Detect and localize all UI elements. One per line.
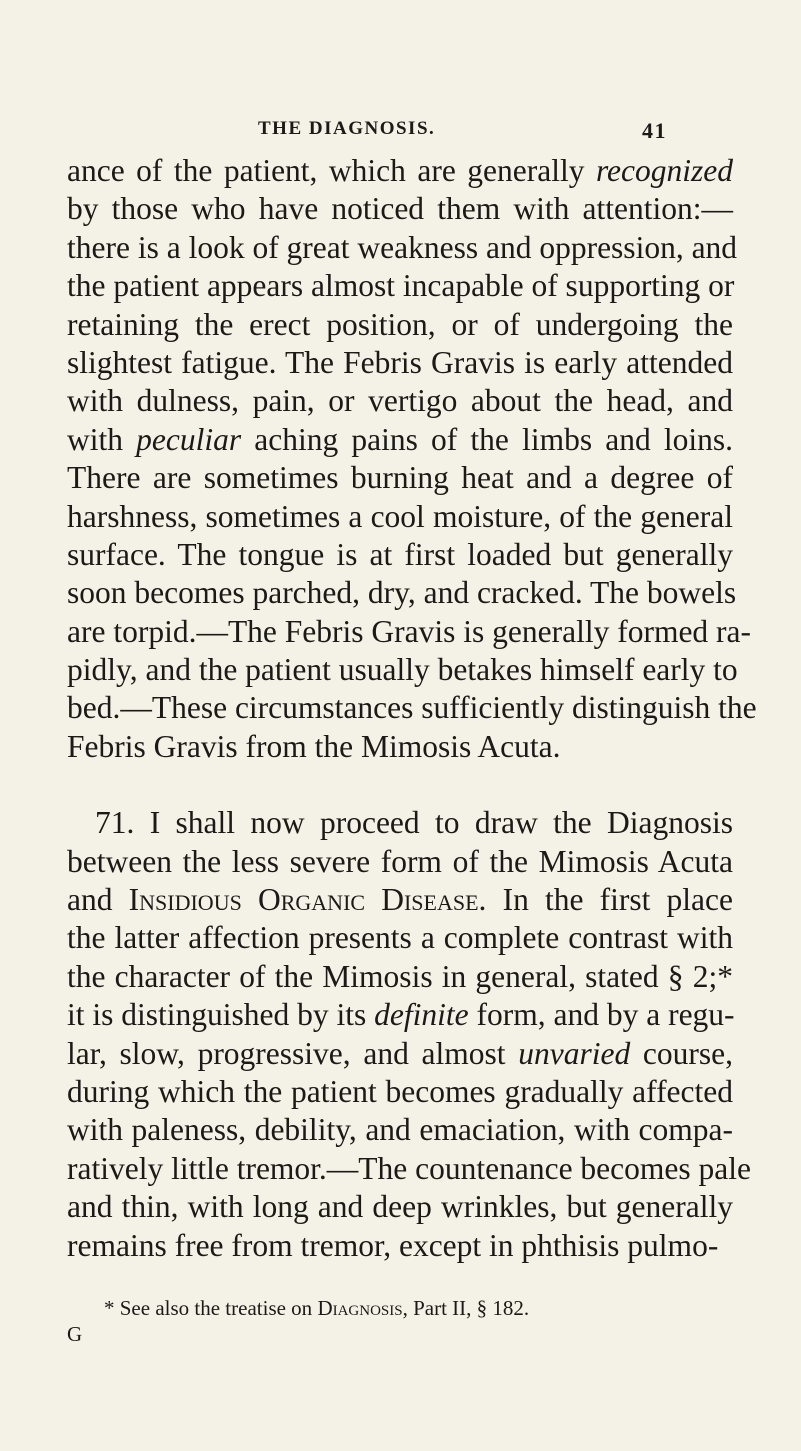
body-text bbox=[67, 152, 757, 1265]
text-line: 71. I shall now proceed to draw the Diagnosis bbox=[95, 805, 733, 841]
footnote-text: See also the treatise on bbox=[114, 1296, 318, 1320]
text-line: Febris Gravis from the Mimosis Acuta. bbox=[67, 728, 561, 764]
text-line: by those who have noticed them with attention:— bbox=[67, 191, 733, 227]
text-line: retaining the erect position, or of undergoing the bbox=[67, 306, 733, 342]
small-caps-text: Insidious Organic Disease bbox=[128, 882, 479, 918]
footnote-text: , Part II, § 182. bbox=[402, 1296, 530, 1320]
text-line: it is distinguished by its definite form, and by a regu- bbox=[67, 997, 735, 1033]
italic-text: peculiar bbox=[136, 421, 242, 457]
running-head bbox=[0, 118, 801, 148]
text-line: and thin, with long and deep wrinkles, but generally bbox=[67, 1189, 733, 1225]
text-line: slightest fatigue. The Febris Gravis is early attended bbox=[67, 344, 733, 380]
text-line: are torpid.—The Febris Gravis is generally formed ra- bbox=[67, 613, 752, 649]
paragraph-gap bbox=[67, 766, 733, 804]
footnote-marker: * bbox=[104, 1296, 115, 1320]
text-line: with paleness, debility, and emaciation, with compa- bbox=[67, 1112, 733, 1148]
italic-text: unvaried bbox=[518, 1035, 631, 1071]
text-line: with dulness, pain, or vertigo about the head, and bbox=[67, 383, 733, 419]
footnote-smallcaps: Diagnosis bbox=[317, 1296, 403, 1320]
footnote bbox=[104, 1296, 529, 1321]
text-line: the latter affection presents a complete contrast with bbox=[67, 920, 733, 956]
text-line: and Insidious Organic Disease. In the first place bbox=[67, 882, 733, 918]
text-line: the character of the Mimosis in general, stated § 2;* bbox=[67, 958, 733, 994]
text-line: surface. The tongue is at first loaded but generally bbox=[67, 536, 733, 572]
page-number: 41 bbox=[642, 118, 667, 143]
text-line: with peculiar aching pains of the limbs and loins. bbox=[67, 421, 733, 457]
text-line: the patient appears almost incapable of supporting or bbox=[67, 268, 735, 304]
signature-mark: G bbox=[67, 1322, 83, 1346]
text-line: lar, slow, progressive, and almost unvaried course, bbox=[67, 1035, 733, 1071]
italic-text: recognized bbox=[595, 153, 733, 188]
text-line: pidly, and the patient usually betakes himself early to bbox=[67, 652, 738, 688]
text-line: during which the patient becomes gradually affected bbox=[67, 1073, 733, 1109]
text-line: between the less severe form of the Mimosis Acuta bbox=[67, 843, 733, 879]
text-line: bed.—These circumstances sufficiently distinguish the bbox=[67, 690, 757, 726]
text-line: remains free from tremor, except in phthisis pulmo- bbox=[67, 1227, 719, 1263]
italic-text: definite bbox=[374, 997, 469, 1033]
text-line: there is a look of great weakness and oppression, and bbox=[67, 229, 738, 265]
text-line: harshness, sometimes a cool moisture, of the general bbox=[67, 498, 733, 534]
running-title: THE DIAGNOSIS. bbox=[258, 118, 436, 139]
text-line: ratively little tremor.—The countenance becomes pale bbox=[67, 1150, 751, 1186]
text-line: ance of the patient, which are generally recognized bbox=[67, 153, 733, 188]
text-line: soon becomes parched, dry, and cracked. The bowels bbox=[67, 575, 737, 611]
text-line: There are sometimes burning heat and a degree of bbox=[67, 460, 733, 496]
